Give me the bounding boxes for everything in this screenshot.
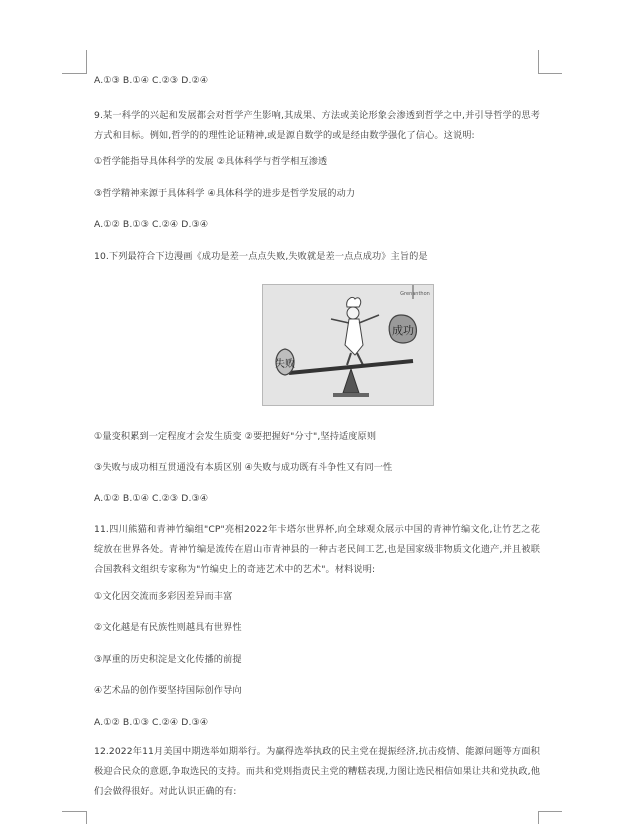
question-11-answers: A.①② B.①③ C.②④ D.③④	[94, 717, 209, 728]
chef-hat-icon	[347, 297, 361, 307]
question-11-option-2: ②文化越是有民族性则越具有世界性	[94, 622, 242, 633]
crop-mark-bottom-right-h	[538, 811, 562, 812]
seesaw-cartoon	[263, 285, 433, 405]
question-9-stem: 9.某一科学的兴起和发展都会对哲学产生影响,其成果、方法或美论形象会渗透到哲学之中,并引导哲学的思考方式和目标。例如,哲学的的理性论证精神,或是源自数学的或是经由数学强化了信心。这说明:	[94, 110, 540, 141]
question-11-option-4: ④艺术品的创作要坚持国际创作导向	[94, 685, 242, 696]
question-9-options-1: ①哲学能指导具体科学的发展 ②具体科学与哲学相互渗透	[94, 156, 328, 167]
question-11-option-1: ①文化因交流而多彩因差异而丰富	[94, 591, 233, 602]
bag-tag-label: Grenanthon	[400, 291, 430, 297]
question-11-option-3: ③厚重的历史积淀是文化传播的前提	[94, 654, 242, 665]
crop-mark-top-left-v	[86, 50, 87, 74]
crop-mark-bottom-left-v	[86, 811, 87, 824]
success-label: 成功	[392, 324, 414, 337]
question-12-stem: 12.2022年11月美国中期选举如期举行。为赢得选举执政的民主党在提振经济,抗击疫情、能源问题等方面积极迎合民众的意愿,争取选民的支持。而共和党则指责民主党的糟糕表现,力图让选民相信如果让共和党执政,他们会做得很好。对此认识正确的有:	[94, 746, 540, 797]
crop-mark-bottom-left-h	[62, 811, 86, 812]
crop-mark-top-right-v	[538, 50, 539, 74]
question-9-answers: A.①② B.①③ C.②④ D.③④	[94, 219, 209, 230]
answer-options-q8: A.①③ B.①④ C.②③ D.②④	[94, 75, 209, 86]
question-9-options-2: ③哲学精神来源于具体科学 ④具体科学的进步是哲学发展的动力	[94, 188, 356, 199]
crop-mark-top-right-h	[538, 73, 562, 74]
crop-mark-top-left-h	[62, 73, 86, 74]
question-10-stem: 10.下列最符合下边漫画《成功是差一点点失败,失败就是差一点点成功》主旨的是	[94, 251, 428, 262]
question-10-answers: A.①② B.①④ C.②③ D.③④	[94, 493, 209, 504]
crop-mark-bottom-right-v	[538, 811, 539, 824]
question-10-options-1: ①量变积累到一定程度才会发生质变 ②要把握好"分寸",坚持适度原则	[94, 431, 377, 442]
question-10-options-2: ③失败与成功相互贯通没有本质区别 ④失败与成功既有斗争性又有同一性	[94, 462, 393, 473]
failure-label: 失败	[275, 359, 295, 370]
cartoon-illustration	[262, 284, 434, 406]
chef-head	[347, 307, 359, 319]
question-11-stem: 11.四川熊猫和青神竹编组"CP"亮相2022年卡塔尔世界杯,向全球观众展示中国的青神竹编文化,让竹艺之花绽放在世界各处。青神竹编是流传在眉山市青神县的一种古老民间工艺,也是国家级非物质文化遗产,并且被联合国教科文组织专家称为"竹编史上的奇迹艺术中的艺术"。材料说明:	[94, 524, 540, 575]
